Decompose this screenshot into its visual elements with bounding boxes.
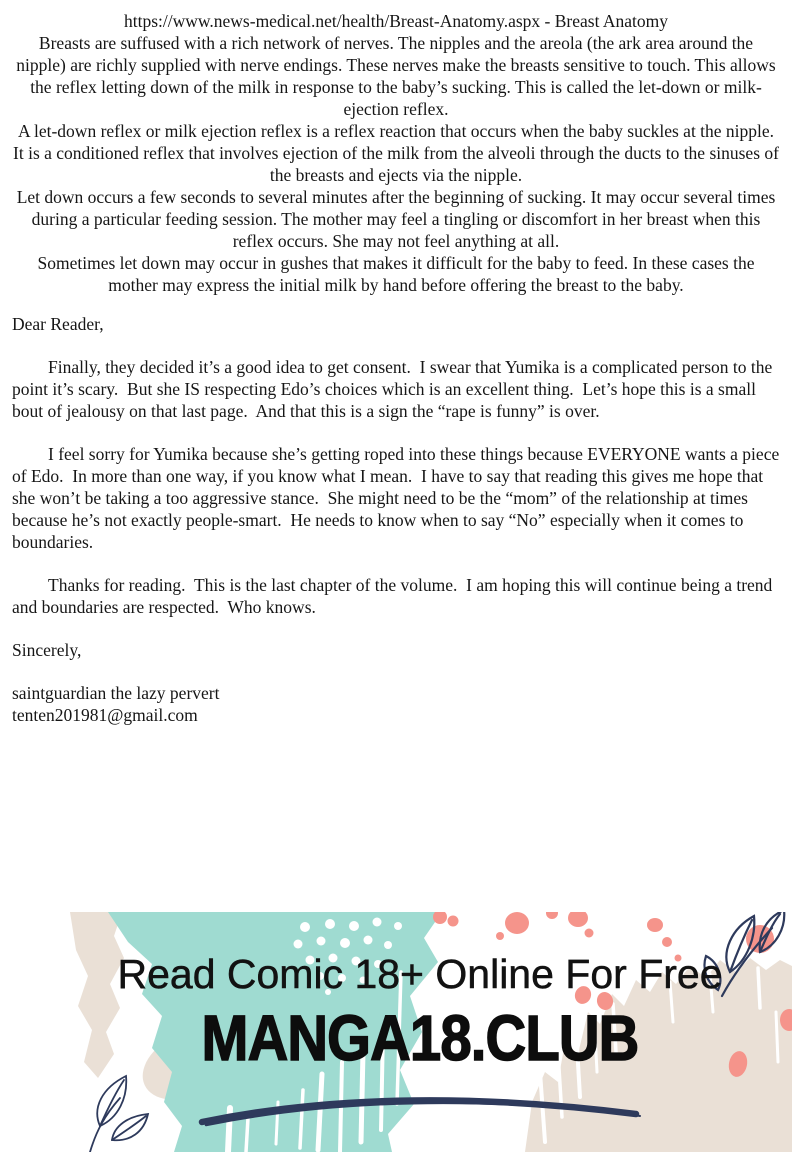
banner-site-name: MANGA18.CLUB <box>201 1002 639 1074</box>
letter-paragraph: I feel sorry for Yumika because she’s getting roped into these things because EVERYONE wants a piece of Edo. In more than one way, if you know what I mean. I have to say that reading this gives me hope that she won’t be taking a too aggressive stance. She might need to be the “mom” of the relationship at times because he’s not exactly people-smart. He needs to know when to say “No” especially when it comes to boundaries. <box>12 444 784 552</box>
reader-letter <box>12 313 784 726</box>
intro-paragraph: Sometimes let down may occur in gushes that makes it difficult for the baby to feed. In these cases the mother may express the initial milk by hand before offering the breast to the baby. <box>37 253 755 295</box>
document-text <box>12 10 784 726</box>
banner-tagline: Read Comic 18+ Online For Free <box>117 951 723 997</box>
signature-email: tenten201981@gmail.com <box>12 705 198 725</box>
letter-paragraph: Finally, they decided it’s a good idea to get consent. I swear that Yumika is a complicated person to the point it’s scary. But she IS respecting Edo’s choices which is an excellent thing. Let’s hope this is a small bout of jealousy on that last page. And that this is a sign the “rape is funny” is over. <box>12 357 777 421</box>
letter-salutation: Dear Reader, <box>12 314 104 334</box>
leaf-doodle-bottom-left <box>90 1076 148 1152</box>
intro-paragraph: A let-down reflex or milk ejection reflex is a reflex reaction that occurs when the baby suckles at the nipple. It is a conditioned reflex that involves ejection of the milk from the alveoli through the ducts to the sinuses of the breasts and ejects via the nipple. <box>13 121 779 185</box>
anatomy-excerpt <box>12 10 780 296</box>
intro-paragraph: Breasts are suffused with a rich network of nerves. The nipples and the areola (the ark area around the nipple) are richly supplied with nerve endings. These nerves make the breasts sensitive to touch. This allows the reflex letting down of the milk in response to the baby’s sucking. This is called the let-down or milk-ejection reflex. <box>16 33 776 119</box>
signature-name: saintguardian the lazy pervert <box>12 683 220 703</box>
letter-paragraph: Thanks for reading. This is the last chapter of the volume. I am hoping this will continue being a trend and boundaries are respected. Who knows. <box>12 575 777 617</box>
intro-paragraph: Let down occurs a few seconds to several minutes after the beginning of sucking. It may occur several times during a particular feeding session. The mother may feel a tingling or discomfort in her breast when this reflex occurs. She may not feel anything at all. <box>16 187 776 251</box>
promo-banner <box>70 912 792 1152</box>
source-url-line: https://www.news-medical.net/health/Breast-Anatomy.aspx - Breast Anatomy <box>124 11 668 31</box>
letter-closing: Sincerely, <box>12 640 82 660</box>
